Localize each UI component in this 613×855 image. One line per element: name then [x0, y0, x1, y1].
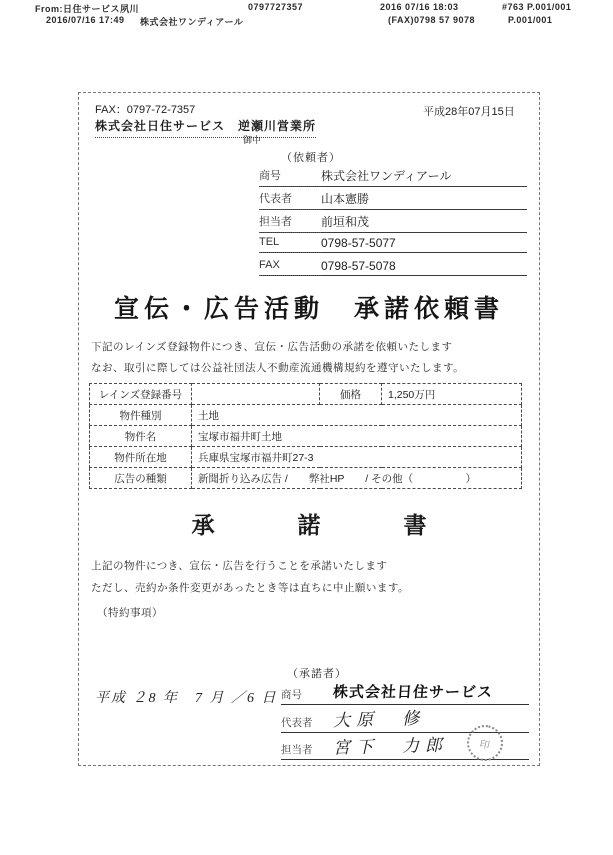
fax-header2-sender: 株式会社ワンディアール: [140, 17, 244, 27]
requester-heading: （依頼者）: [281, 152, 341, 164]
acceptor-label-shogo: 商号: [281, 689, 302, 701]
document-sheet: [78, 92, 540, 766]
adtype-label: 広告の種類: [90, 468, 192, 489]
propname-value: 宝塚市福井町土地: [192, 426, 522, 447]
table-row-adtype: [90, 468, 522, 489]
fax-header2-datetime: 2016/07/16 17:49: [46, 15, 125, 25]
address-label: 物件所在地: [90, 447, 192, 468]
recipient-honorific: 御中: [243, 135, 262, 145]
type-value: 土地: [192, 405, 522, 426]
table-row-type: [90, 405, 522, 426]
special-terms-label: （特約事項）: [97, 607, 163, 619]
type-label: 物件種別: [90, 405, 192, 426]
recipient-company: 株式会社日住サービス 逆瀬川営業所: [95, 117, 316, 138]
requester-label-shogo: 商号: [259, 167, 321, 187]
consent-line-2: ただし、売約か条件変更があったとき等は直ちに中止願います。: [91, 582, 410, 594]
fax-header-datetime: 2016 07/16 18:03: [380, 2, 459, 12]
fax-header-tel: 0797727357: [248, 2, 304, 12]
acceptor-signature-tantosha: 宮下 力郎: [332, 735, 449, 758]
requester-value-tantosha: 前垣和茂: [321, 215, 370, 229]
document-date: 平成28年07月15日: [423, 106, 515, 118]
fax-header-from: From:日住サービス夙川: [35, 4, 139, 14]
requester-field-fax: [259, 259, 527, 276]
requester-field-tantosha: [259, 213, 527, 233]
table-row-name: [90, 426, 522, 447]
requester-value-tel: 0798-57-5077: [321, 236, 396, 250]
requester-field-tel: [259, 236, 527, 253]
requester-value-fax: 0798-57-5078: [321, 259, 396, 273]
fax-header-pagecount: #763 P.001/001: [502, 2, 572, 12]
document-title: 宣伝・広告活動 承諾依頼書: [113, 296, 504, 323]
acceptance-date: 平成 ２8 年 7 月 ／6 日: [95, 691, 278, 706]
reins-label: レインズ登録番号: [90, 384, 192, 405]
requester-label-tantosha: 担当者: [259, 213, 321, 233]
price-value: 1,250万円: [382, 384, 522, 405]
address-value: 兵庫県宝塚市福井町27-3: [192, 447, 522, 468]
acceptor-label-daihyosha: 代表者: [281, 717, 313, 729]
requester-field-daihyosha: [259, 190, 527, 210]
consent-line-1: 上記の物件につき、宣伝・広告を行うことを承諾いたします: [91, 560, 388, 572]
adtype-value: 新聞折り込み広告 / 弊社HP / その他（ ）: [192, 468, 522, 489]
requester-label-tel: TEL: [259, 236, 321, 253]
fax-to-number: FAX：0797-72-7357: [95, 104, 196, 116]
acceptor-heading: （承諾者）: [287, 668, 347, 680]
requester-label-daihyosha: 代表者: [259, 190, 321, 210]
acceptor-company-stamp: 株式会社日住サービス: [332, 684, 494, 701]
intro-line-1: 下記のレインズ登録物件につき、宣伝・広告活動の承諾を依頼いたします: [91, 341, 453, 353]
intro-line-2: なお、取引に際しては公益社団法人不動産流通機構規約を遵守いたします。: [91, 362, 465, 374]
table-row-reins: [90, 384, 522, 405]
fax-header2-page: P.001/001: [508, 15, 553, 25]
acceptor-signature-daihyosha: 大原 修: [332, 708, 426, 731]
requester-label-fax: FAX: [259, 259, 321, 276]
fax-header2-fax: (FAX)0798 57 9078: [388, 15, 476, 25]
reins-number: [192, 384, 320, 405]
acceptor-field-shogo: [281, 679, 529, 705]
acceptor-label-tantosha: 担当者: [281, 744, 313, 756]
hanko-seal-text: 印: [478, 738, 491, 752]
requester-field-shogo: [259, 167, 527, 187]
requester-value-shogo: 株式会社ワンディアール: [321, 169, 452, 183]
propname-label: 物件名: [90, 426, 192, 447]
price-label: 価格: [320, 384, 382, 405]
consent-title: 承 諾 書: [191, 513, 457, 538]
requester-value-daihyosha: 山本憲勝: [321, 192, 370, 206]
table-row-address: [90, 447, 522, 468]
property-table: [89, 383, 522, 489]
